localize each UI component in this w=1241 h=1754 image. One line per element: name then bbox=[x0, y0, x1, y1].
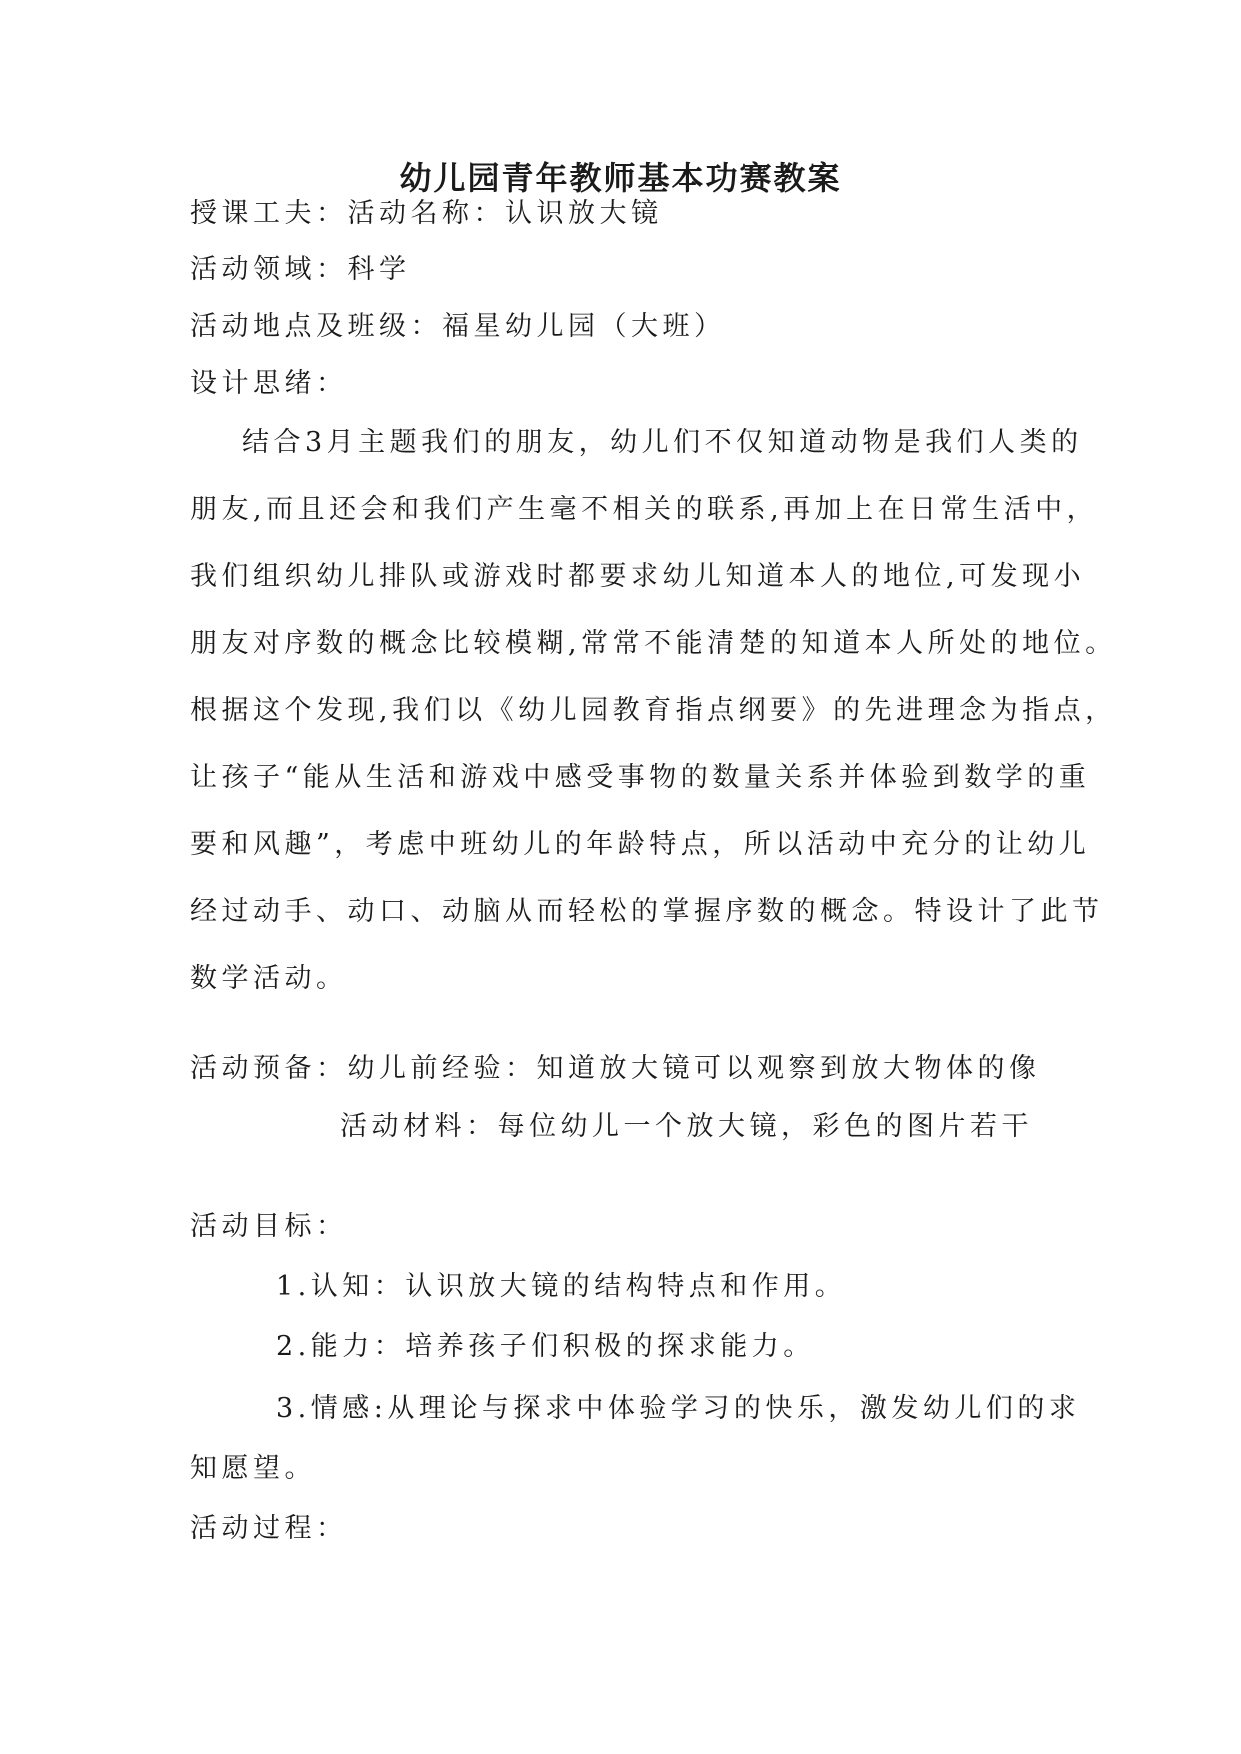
activity-preparation: 活动预备：幼儿前经验：知道放大镜可以观察到放大物体的像 bbox=[190, 1053, 1041, 1084]
paragraph-line: 经过动手、动口、动脑从而轻松的掌握序数的概念。特设计了此节 bbox=[190, 896, 1104, 927]
activity-materials: 活动材料：每位幼儿一个放大镜，彩色的图片若干 bbox=[340, 1111, 1033, 1142]
design-thoughts-heading: 设计思绪： bbox=[190, 368, 348, 399]
paragraph-line: 让孩子“能从生活和游戏中感受事物的数量关系并体验到数学的重 bbox=[190, 762, 1091, 793]
process-heading: 活动过程： bbox=[190, 1513, 348, 1544]
document-title: 幼儿园青年教师基本功赛教案 bbox=[399, 159, 842, 197]
goal-item-cognition: 1.认知：认识放大镜的结构特点和作用。 bbox=[276, 1271, 847, 1302]
goals-heading: 活动目标： bbox=[190, 1211, 348, 1242]
goal-item-emotion: 3.情感:从理论与探求中体验学习的快乐，激发幼儿们的求 bbox=[276, 1393, 1081, 1424]
paragraph-line: 根据这个发现,我们以《幼儿园教育指点纲要》的先进理念为指点， bbox=[190, 695, 1117, 726]
goal-item-ability: 2.能力：培养孩子们积极的探求能力。 bbox=[276, 1331, 815, 1362]
paragraph-line: 我们组织幼儿排队或游戏时都要求幼儿知道本人的地位,可发现小 bbox=[190, 561, 1086, 592]
paragraph-line: 朋友,而且还会和我们产生毫不相关的联系,再加上在日常生活中， bbox=[190, 494, 1099, 525]
activity-location-class: 活动地点及班级：福星幼儿园（大班） bbox=[190, 311, 726, 342]
design-paragraph bbox=[190, 425, 1117, 1028]
goal-item-emotion-continuation: 知愿望。 bbox=[190, 1453, 316, 1484]
teaching-time-activity-name: 授课工夫：活动名称：认识放大镜 bbox=[190, 198, 663, 229]
paragraph-line: 结合3月主题我们的朋友，幼儿们不仅知道动物是我们人类的 bbox=[242, 427, 1083, 458]
paragraph-line: 数学活动。 bbox=[190, 963, 348, 994]
paragraph-line: 朋友对序数的概念比较模糊,常常不能清楚的知道本人所处的地位。 bbox=[190, 628, 1117, 659]
paragraph-line: 要和风趣”，考虑中班幼儿的年龄特点，所以活动中充分的让幼儿 bbox=[190, 829, 1091, 860]
activity-domain: 活动领域：科学 bbox=[190, 254, 411, 285]
